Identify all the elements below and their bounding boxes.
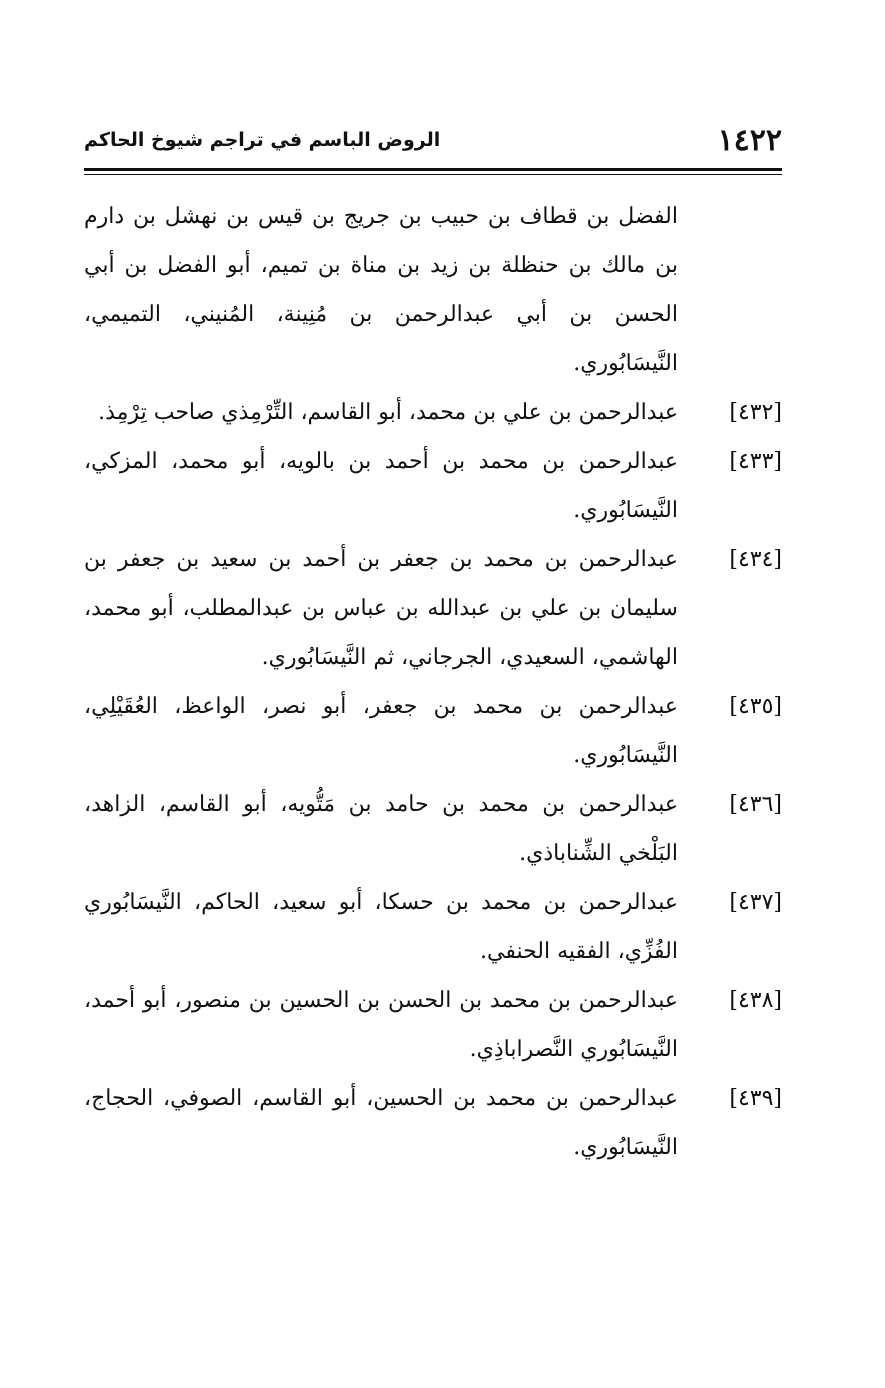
- entry-number: [٤٣٢]: [729, 400, 782, 425]
- page-number: ١٤٢٢: [717, 122, 782, 158]
- entry-number: [٤٣٥]: [729, 694, 782, 719]
- entry-text: عبدالرحمن بن علي بن محمد، أبو القاسم، التِّرْمِذي صاحب تِرْمِذ.: [98, 400, 678, 425]
- biography-entry: [84, 535, 782, 682]
- entry-text: عبدالرحمن بن محمد بن حسكا، أبو سعيد، الحاكم، النَّيسَابُوري الفُزِّي، الفقيه الحنفي.: [84, 890, 678, 964]
- entry-number: [٤٣٩]: [729, 1086, 782, 1111]
- entry-text: عبدالرحمن بن محمد بن جعفر بن أحمد بن سعيد بن جعفر بن سليمان بن علي بن عبدالله بن عباس بن عبدالمطلب، أبو محمد، الهاشمي، السعيدي، الجرجاني، ثم النَّيسَابُوري.: [84, 547, 678, 670]
- biography-entry: [84, 437, 782, 535]
- running-header: [84, 118, 782, 162]
- biography-entry: [84, 1074, 782, 1172]
- entry-number: [٤٣٨]: [729, 988, 782, 1013]
- header-rule-thin: [84, 174, 782, 175]
- header-rule-thick: [84, 168, 782, 171]
- entry-number: [٤٣٧]: [729, 890, 782, 915]
- entry-number: [٤٣٤]: [729, 547, 782, 572]
- biography-entry: [84, 976, 782, 1074]
- biography-entry: [84, 878, 782, 976]
- entry-text: عبدالرحمن بن محمد بن أحمد بن بالويه، أبو محمد، المزكي، النَّيسَابُوري.: [84, 449, 678, 523]
- book-title: الروض الباسم في تراجم شيوخ الحاكم: [84, 129, 441, 151]
- biography-entry: [84, 780, 782, 878]
- entry-text: عبدالرحمن بن محمد بن جعفر، أبو نصر، الواعظ، العُقَيْلِي، النَّيسَابُوري.: [84, 694, 678, 768]
- biography-entry: [84, 682, 782, 780]
- entry-number: [٤٣٣]: [729, 449, 782, 474]
- entry-text: عبدالرحمن بن محمد بن الحسين، أبو القاسم، الصوفي، الحجاج، النَّيسَابُوري.: [84, 1086, 678, 1160]
- entry-text: عبدالرحمن بن محمد بن حامد بن مَتُّويه، أبو القاسم، الزاهد، البَلْخي الشِّناباذي.: [84, 792, 678, 866]
- continuation-paragraph: الفضل بن قطاف بن حبيب بن جريج بن قيس بن نهشل بن دارم بن مالك بن حنظلة بن زيد بن مناة بن تميم، أبو الفضل بن أبي الحسن بن أبي عبدالرحمن بن مُنِينة، المُنيني، التميمي، النَّيسَابُوري.: [84, 204, 678, 376]
- biography-entry: [84, 388, 782, 437]
- page-body: [84, 192, 782, 1172]
- entry-number: [٤٣٦]: [729, 792, 782, 817]
- entry-text: عبدالرحمن بن محمد بن الحسن بن الحسين بن منصور، أبو أحمد، النَّيسَابُوري النَّصراباذِي.: [84, 988, 678, 1062]
